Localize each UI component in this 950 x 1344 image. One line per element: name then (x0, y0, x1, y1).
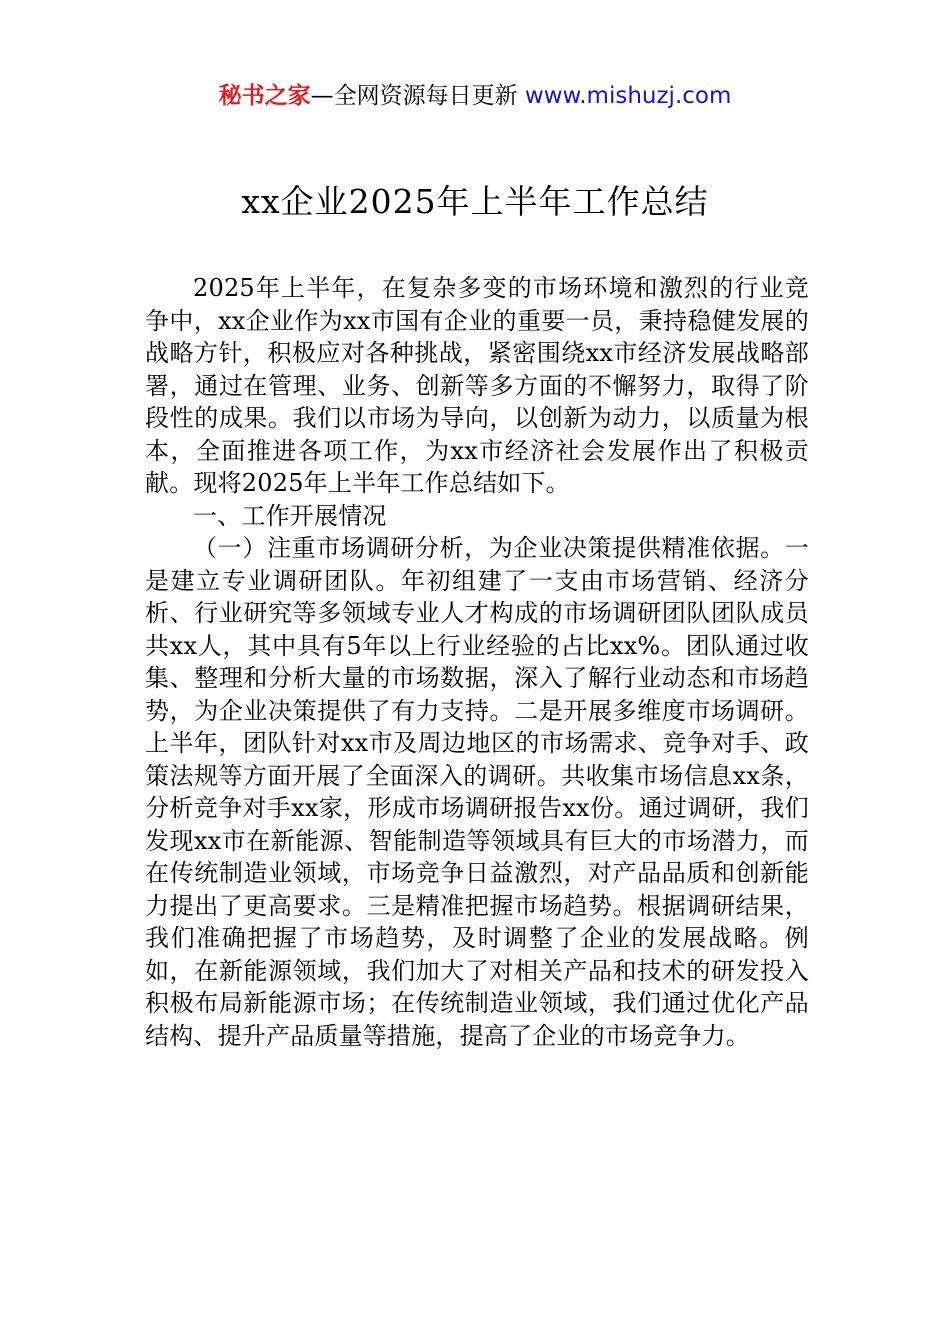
site-header (0, 80, 950, 112)
document-title: xx企业2025年上半年工作总结 (241, 182, 709, 221)
subsection-paragraph: （一）注重市场调研分析，为企业决策提供精准依据。一是建立专业调研团队。年初组建了一支由市场营销、经济分析、行业研究等多领域专业人才构成的市场调研团队团队成员共xx人，其中具有5年以上行业经验的占比xx%。团队通过收集、整理和分析大量的市场数据，深入了解行业动态和市场趋势，为企业决策提供了有力支持。二是开展多维度市场调研。上半年，团队针对xx市及周边地区的市场需求、竞争对手、政策法规等方面开展了全面深入的调研。共收集市场信息xx条，分析竞争对手xx家，形成市场调研报告xx份。通过调研，我们发现xx市在新能源、智能制造等领域具有巨大的市场潜力，而在传统制造业领域，市场竞争日益激烈，对产品品质和创新能力提出了更高要求。三是精准把握市场趋势。根据调研结果，我们准确把握了市场趋势，及时调整了企业的发展战略。例如，在新能源领域，我们加大了对相关产品和技术的研发投入积极布局新能源市场；在传统制造业领域，我们通过优化产品结构、提升产品质量等措施，提高了企业的市场竞争力。 (145, 534, 809, 1050)
intro-paragraph: 2025年上半年，在复杂多变的市场环境和激烈的行业竞争中，xx企业作为xx市国有企业的重要一员，秉持稳健发展的战略方针，积极应对各种挑战，紧密围绕xx市经济发展战略部署，通过在管理、业务、创新等多方面的不懈努力，取得了阶段性的成果。我们以市场为导向，以创新为动力，以质量为根本，全面推进各项工作，为xx市经济社会发展作出了积极贡献。现将2025年上半年工作总结如下。 (145, 274, 809, 497)
document-body (145, 272, 809, 1052)
brand-name: 秘书之家 (218, 83, 311, 109)
site-tagline: —全网资源每日更新 (310, 83, 518, 109)
site-url-link[interactable]: www.mishuzj.com (524, 83, 732, 109)
section-heading: 一、工作开展情况 (193, 501, 387, 530)
